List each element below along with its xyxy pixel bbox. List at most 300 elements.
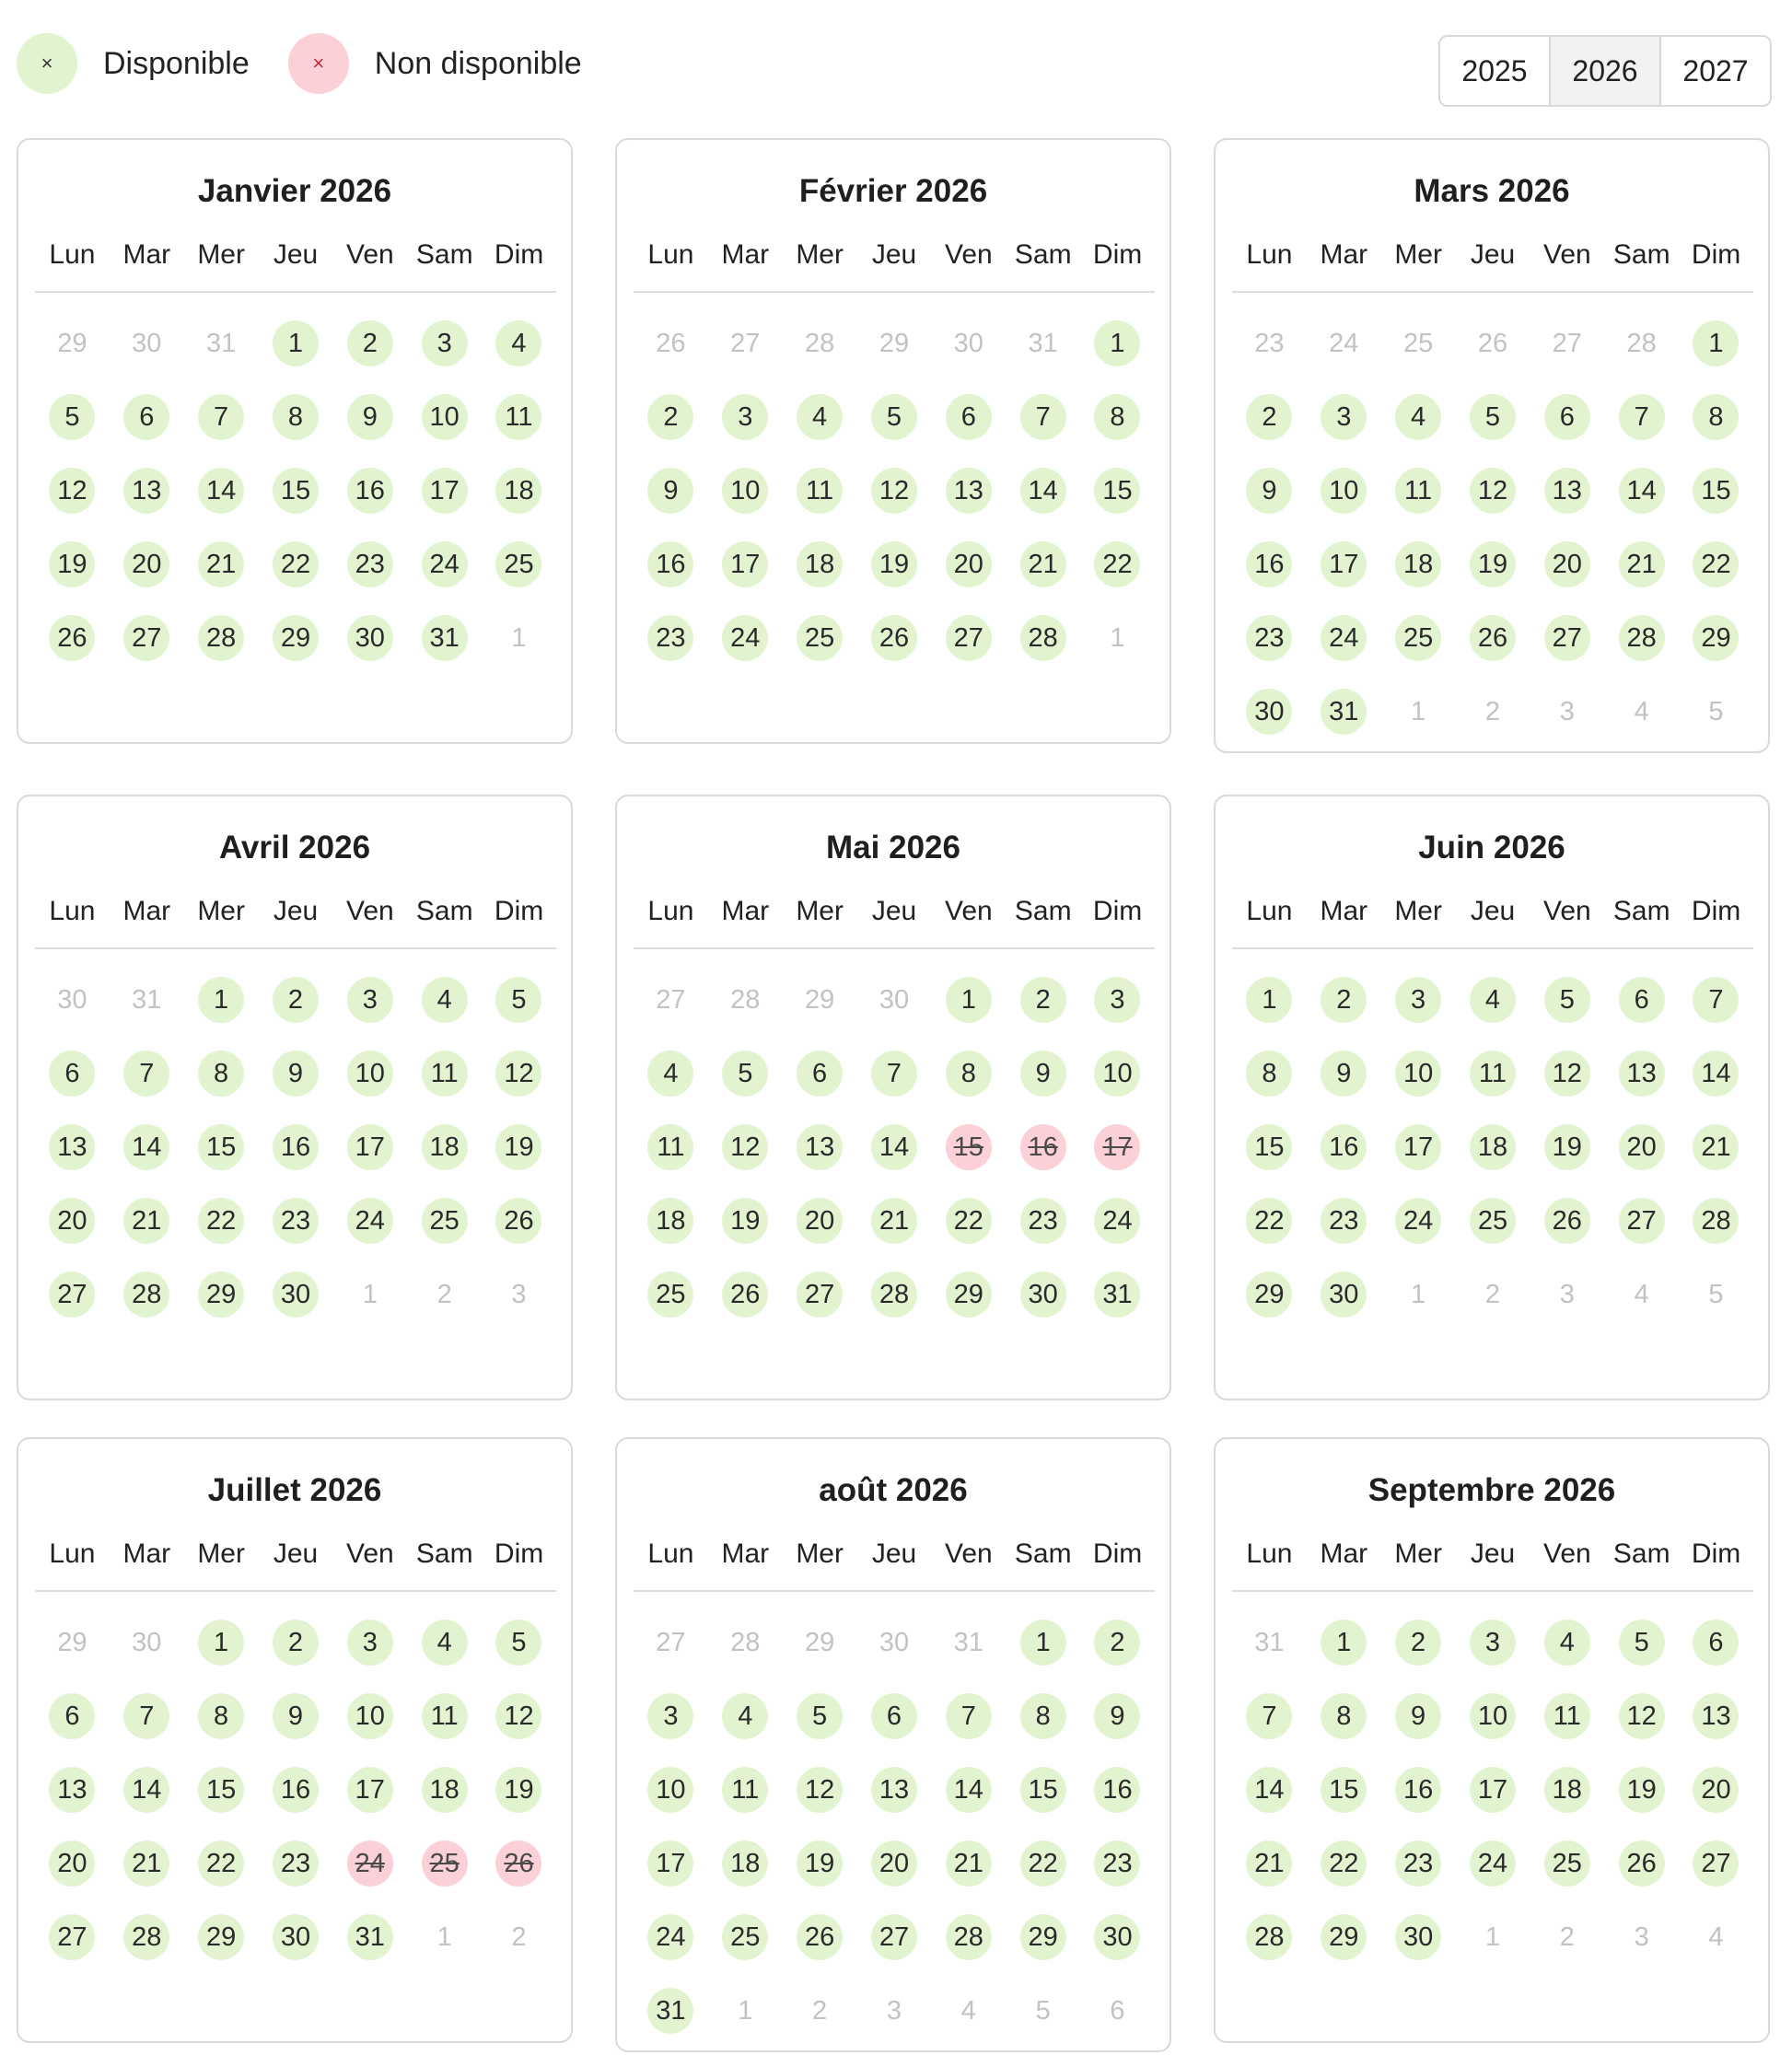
year-button-2026[interactable]: 2026: [1551, 37, 1661, 105]
day-available[interactable]: 11: [1544, 1693, 1590, 1739]
day-available[interactable]: 13: [49, 1767, 95, 1813]
outside-day: 4: [1634, 1279, 1649, 1309]
day-available[interactable]: 27: [1619, 1198, 1665, 1244]
day-available[interactable]: 2: [1246, 394, 1292, 440]
day-available[interactable]: 3: [647, 1693, 693, 1739]
day-available[interactable]: 28: [1020, 615, 1066, 661]
day-available[interactable]: 13: [1693, 1693, 1739, 1739]
weekday-label: Sam: [415, 239, 473, 270]
day-available[interactable]: 5: [1619, 1620, 1665, 1666]
day-available[interactable]: 1: [198, 977, 244, 1023]
day-unavailable: 17: [1094, 1124, 1140, 1170]
day-available[interactable]: 4: [495, 320, 541, 366]
day-available[interactable]: 29: [1020, 1914, 1066, 1960]
day-available[interactable]: 12: [797, 1767, 843, 1813]
outside-day: 27: [730, 328, 761, 358]
day-available[interactable]: 19: [871, 541, 917, 587]
day-available[interactable]: 6: [871, 1693, 917, 1739]
day-available[interactable]: 11: [797, 468, 843, 514]
day-available[interactable]: 16: [1246, 541, 1292, 587]
day-available[interactable]: 13: [1544, 468, 1590, 514]
day-available[interactable]: 1: [946, 977, 992, 1023]
day-available[interactable]: 29: [946, 1272, 992, 1318]
day-available[interactable]: 24: [1395, 1198, 1441, 1244]
day-available[interactable]: 6: [946, 394, 992, 440]
day-available[interactable]: 22: [1094, 541, 1140, 587]
available-close-icon: ×: [17, 33, 77, 94]
day-available[interactable]: 13: [49, 1124, 95, 1170]
outside-day: 31: [205, 328, 237, 358]
day-available[interactable]: 8: [273, 394, 319, 440]
day-available[interactable]: 13: [946, 468, 992, 514]
day-available[interactable]: 30: [1246, 689, 1292, 735]
day-available[interactable]: 19: [495, 1124, 541, 1170]
day-available[interactable]: 2: [1321, 977, 1367, 1023]
day-available[interactable]: 6: [1619, 977, 1665, 1023]
day-available[interactable]: 15: [1246, 1124, 1292, 1170]
day-available[interactable]: 4: [422, 977, 468, 1023]
day-available[interactable]: 3: [422, 320, 468, 366]
day-available[interactable]: 15: [1094, 468, 1140, 514]
day-available[interactable]: 24: [1321, 615, 1367, 661]
day-available[interactable]: 18: [495, 468, 541, 514]
day-available[interactable]: 22: [1020, 1841, 1066, 1887]
divider: [1232, 291, 1753, 293]
day-available[interactable]: 24: [1470, 1841, 1516, 1887]
day-available[interactable]: 23: [273, 1841, 319, 1887]
day-available[interactable]: 21: [871, 1198, 917, 1244]
day-available[interactable]: 13: [871, 1767, 917, 1813]
day-available[interactable]: 18: [1544, 1767, 1590, 1813]
day-available[interactable]: 15: [198, 1124, 244, 1170]
outside-day: 31: [953, 1627, 983, 1657]
day-available[interactable]: 14: [1020, 468, 1066, 514]
day-available[interactable]: 26: [49, 615, 95, 661]
day-available[interactable]: 20: [871, 1841, 917, 1887]
day-available[interactable]: 22: [946, 1198, 992, 1244]
day-available[interactable]: 26: [1544, 1198, 1590, 1244]
year-button-2025[interactable]: 2025: [1440, 37, 1551, 105]
day-available[interactable]: 21: [123, 1841, 169, 1887]
day-available[interactable]: 2: [647, 394, 693, 440]
day-available[interactable]: 9: [1395, 1693, 1441, 1739]
day-available[interactable]: 22: [273, 541, 319, 587]
day-available[interactable]: 11: [722, 1767, 768, 1813]
year-button-2027[interactable]: 2027: [1661, 37, 1770, 105]
day-available[interactable]: 3: [1470, 1620, 1516, 1666]
day-available[interactable]: 20: [1544, 541, 1590, 587]
day-available[interactable]: 28: [1693, 1198, 1739, 1244]
day-available[interactable]: 30: [1395, 1914, 1441, 1960]
day-available[interactable]: 14: [1246, 1767, 1292, 1813]
day-available[interactable]: 28: [123, 1914, 169, 1960]
day-available[interactable]: 14: [123, 1767, 169, 1813]
day-available[interactable]: 14: [871, 1124, 917, 1170]
day-available[interactable]: 12: [1619, 1693, 1665, 1739]
day-available[interactable]: 20: [49, 1841, 95, 1887]
day-unavailable: 25: [422, 1841, 468, 1887]
day-available[interactable]: 12: [722, 1124, 768, 1170]
day-available[interactable]: 17: [722, 541, 768, 587]
day-available[interactable]: 19: [722, 1198, 768, 1244]
day-available[interactable]: 23: [647, 615, 693, 661]
day-available[interactable]: 15: [273, 468, 319, 514]
day-available[interactable]: 1: [1094, 320, 1140, 366]
day-available[interactable]: 31: [347, 1914, 393, 1960]
day-available[interactable]: 19: [797, 1841, 843, 1887]
day-available[interactable]: 31: [647, 1988, 693, 2034]
day-available[interactable]: 20: [946, 541, 992, 587]
day-available[interactable]: 26: [1619, 1841, 1665, 1887]
day-available[interactable]: 16: [1094, 1767, 1140, 1813]
day-available[interactable]: 3: [1321, 394, 1367, 440]
day-available[interactable]: 30: [347, 615, 393, 661]
day-available[interactable]: 7: [1619, 394, 1665, 440]
day-available[interactable]: 8: [1094, 394, 1140, 440]
day-available[interactable]: 26: [1470, 615, 1516, 661]
day-available[interactable]: 13: [797, 1124, 843, 1170]
day-available[interactable]: 17: [1395, 1124, 1441, 1170]
day-available[interactable]: 26: [797, 1914, 843, 1960]
day-available[interactable]: 15: [1321, 1767, 1367, 1813]
day-available[interactable]: 11: [1470, 1051, 1516, 1097]
day-available[interactable]: 11: [647, 1124, 693, 1170]
day-available[interactable]: 14: [946, 1767, 992, 1813]
weekday-label: Mar: [721, 896, 770, 926]
day-available[interactable]: 29: [1321, 1914, 1367, 1960]
outside-day: 28: [730, 1627, 761, 1657]
day-available[interactable]: 5: [495, 1620, 541, 1666]
day-available[interactable]: 22: [198, 1841, 244, 1887]
day-available[interactable]: 12: [495, 1051, 541, 1097]
day-available[interactable]: 8: [1693, 394, 1739, 440]
day-available[interactable]: 22: [1246, 1198, 1292, 1244]
day-available[interactable]: 27: [49, 1272, 95, 1318]
day-available[interactable]: 6: [49, 1693, 95, 1739]
day-available[interactable]: 28: [871, 1272, 917, 1318]
day-available[interactable]: 7: [1693, 977, 1739, 1023]
day-available[interactable]: 12: [1544, 1051, 1590, 1097]
day-available[interactable]: 12: [495, 1693, 541, 1739]
day-available[interactable]: 20: [123, 541, 169, 587]
day-available[interactable]: 24: [422, 541, 468, 587]
month-calendar: [1214, 1437, 1770, 2043]
day-available[interactable]: 10: [1395, 1051, 1441, 1097]
day-available[interactable]: 18: [1395, 541, 1441, 587]
day-available[interactable]: 6: [123, 394, 169, 440]
day-available[interactable]: 24: [1094, 1198, 1140, 1244]
outside-day: 29: [879, 328, 910, 358]
day-available[interactable]: 25: [647, 1272, 693, 1318]
day-available[interactable]: 27: [1693, 1841, 1739, 1887]
day-available[interactable]: 25: [722, 1914, 768, 1960]
day-available[interactable]: 21: [1020, 541, 1066, 587]
day-available[interactable]: 15: [198, 1767, 244, 1813]
day-available[interactable]: 2: [1094, 1620, 1140, 1666]
day-available[interactable]: 19: [49, 541, 95, 587]
divider: [1232, 1590, 1753, 1592]
day-available[interactable]: 28: [123, 1272, 169, 1318]
day-available[interactable]: 18: [422, 1124, 468, 1170]
day-available[interactable]: 28: [1619, 615, 1665, 661]
day-available[interactable]: 14: [198, 468, 244, 514]
day-available[interactable]: 12: [49, 468, 95, 514]
day-available[interactable]: 7: [946, 1693, 992, 1739]
day-available[interactable]: 7: [198, 394, 244, 440]
day-available[interactable]: 1: [198, 1620, 244, 1666]
day-available[interactable]: 21: [1619, 541, 1665, 587]
day-available[interactable]: 9: [273, 1693, 319, 1739]
day-available[interactable]: 11: [422, 1051, 468, 1097]
day-available[interactable]: 27: [123, 615, 169, 661]
unavailable-close-icon: ×: [288, 33, 349, 94]
day-available[interactable]: 3: [1395, 977, 1441, 1023]
day-available[interactable]: 7: [123, 1693, 169, 1739]
day-available[interactable]: 3: [1094, 977, 1140, 1023]
day-available[interactable]: 17: [1321, 541, 1367, 587]
day-available[interactable]: 23: [347, 541, 393, 587]
day-available[interactable]: 10: [647, 1767, 693, 1813]
day-available[interactable]: 16: [647, 541, 693, 587]
day-available[interactable]: 10: [1470, 1693, 1516, 1739]
weekday-label: Lun: [49, 239, 96, 270]
day-available[interactable]: 15: [1693, 468, 1739, 514]
day-available[interactable]: 25: [1544, 1841, 1590, 1887]
day-available[interactable]: 13: [123, 468, 169, 514]
day-available[interactable]: 5: [1470, 394, 1516, 440]
day-available[interactable]: 2: [1020, 977, 1066, 1023]
day-available[interactable]: 17: [1470, 1767, 1516, 1813]
day-available[interactable]: 23: [1395, 1841, 1441, 1887]
day-available[interactable]: 16: [1395, 1767, 1441, 1813]
legend: [17, 33, 621, 94]
legend-available-label: Disponible: [103, 45, 250, 81]
day-available[interactable]: 4: [422, 1620, 468, 1666]
day-available[interactable]: 30: [1020, 1272, 1066, 1318]
day-available[interactable]: 25: [495, 541, 541, 587]
day-available[interactable]: 10: [422, 394, 468, 440]
day-available[interactable]: 25: [797, 615, 843, 661]
day-available[interactable]: 23: [1321, 1198, 1367, 1244]
day-available[interactable]: 8: [198, 1693, 244, 1739]
day-available[interactable]: 15: [1020, 1767, 1066, 1813]
weekday-label: Sam: [1014, 896, 1072, 926]
day-available[interactable]: 8: [1246, 1051, 1292, 1097]
day-available[interactable]: 28: [1246, 1914, 1292, 1960]
day-available[interactable]: 17: [647, 1841, 693, 1887]
day-available[interactable]: 22: [1321, 1841, 1367, 1887]
day-available[interactable]: 27: [946, 615, 992, 661]
day-available[interactable]: 11: [1395, 468, 1441, 514]
day-available[interactable]: 23: [1246, 615, 1292, 661]
day-available[interactable]: 8: [198, 1051, 244, 1097]
day-available[interactable]: 11: [422, 1693, 468, 1739]
day-available[interactable]: 14: [123, 1124, 169, 1170]
day-available[interactable]: 31: [1094, 1272, 1140, 1318]
day-available[interactable]: 10: [347, 1051, 393, 1097]
day-available[interactable]: 5: [722, 1051, 768, 1097]
day-available[interactable]: 20: [49, 1198, 95, 1244]
day-available[interactable]: 17: [347, 1767, 393, 1813]
day-available[interactable]: 23: [1094, 1841, 1140, 1887]
day-available[interactable]: 9: [1246, 468, 1292, 514]
day-available[interactable]: 1: [273, 320, 319, 366]
day-available[interactable]: 16: [273, 1124, 319, 1170]
day-available[interactable]: 29: [1246, 1272, 1292, 1318]
day-available[interactable]: 13: [1619, 1051, 1665, 1097]
day-available[interactable]: 25: [1395, 615, 1441, 661]
day-available[interactable]: 6: [1693, 1620, 1739, 1666]
day-available[interactable]: 3: [347, 1620, 393, 1666]
day-available[interactable]: 21: [198, 541, 244, 587]
day-available[interactable]: 9: [1020, 1051, 1066, 1097]
day-available[interactable]: 9: [347, 394, 393, 440]
day-available[interactable]: 5: [495, 977, 541, 1023]
day-available[interactable]: 7: [1246, 1693, 1292, 1739]
day-available[interactable]: 10: [1094, 1051, 1140, 1097]
day-available[interactable]: 30: [273, 1272, 319, 1318]
day-available[interactable]: 6: [49, 1051, 95, 1097]
day-available[interactable]: 29: [198, 1272, 244, 1318]
day-available[interactable]: 4: [647, 1051, 693, 1097]
day-available[interactable]: 9: [1094, 1693, 1140, 1739]
outside-day: 30: [879, 984, 910, 1015]
day-available[interactable]: 22: [198, 1198, 244, 1244]
day-available[interactable]: 21: [1246, 1841, 1292, 1887]
day-available[interactable]: 27: [1544, 615, 1590, 661]
day-available[interactable]: 16: [1321, 1124, 1367, 1170]
day-available[interactable]: 6: [797, 1051, 843, 1097]
day-available[interactable]: 12: [1470, 468, 1516, 514]
weekday-label: Mar: [1320, 1539, 1368, 1569]
day-available[interactable]: 8: [946, 1051, 992, 1097]
day-available[interactable]: 12: [871, 468, 917, 514]
day-available[interactable]: 20: [1693, 1767, 1739, 1813]
day-available[interactable]: 14: [1619, 468, 1665, 514]
divider: [634, 1590, 1155, 1592]
day-available[interactable]: 19: [1544, 1124, 1590, 1170]
day-available[interactable]: 27: [797, 1272, 843, 1318]
day-available[interactable]: 30: [1321, 1272, 1367, 1318]
day-available[interactable]: 7: [1020, 394, 1066, 440]
day-available[interactable]: 27: [871, 1914, 917, 1960]
day-available[interactable]: 29: [273, 615, 319, 661]
day-available[interactable]: 1: [1246, 977, 1292, 1023]
day-available[interactable]: 18: [422, 1767, 468, 1813]
day-available[interactable]: 4: [797, 394, 843, 440]
day-available[interactable]: 17: [422, 468, 468, 514]
day-available[interactable]: 18: [1470, 1124, 1516, 1170]
days-grid: [35, 1606, 556, 1974]
day-available[interactable]: 9: [647, 468, 693, 514]
outside-day: 29: [804, 1627, 835, 1657]
day-available[interactable]: 9: [273, 1051, 319, 1097]
day-available[interactable]: 22: [1693, 541, 1739, 587]
day-available[interactable]: 2: [273, 977, 319, 1023]
weekday-label: Mer: [1394, 239, 1442, 270]
day-available[interactable]: 16: [273, 1767, 319, 1813]
day-available[interactable]: 5: [49, 394, 95, 440]
day-available[interactable]: 8: [1020, 1693, 1066, 1739]
day-available[interactable]: 24: [647, 1914, 693, 1960]
day-available[interactable]: 30: [273, 1914, 319, 1960]
day-available[interactable]: 7: [123, 1051, 169, 1097]
day-available[interactable]: 20: [1619, 1124, 1665, 1170]
day-available[interactable]: 31: [422, 615, 468, 661]
day-available[interactable]: 26: [722, 1272, 768, 1318]
outside-day: 1: [511, 622, 527, 653]
day-available[interactable]: 28: [198, 615, 244, 661]
day-available[interactable]: 25: [422, 1198, 468, 1244]
day-available[interactable]: 14: [1693, 1051, 1739, 1097]
day-available[interactable]: 26: [871, 615, 917, 661]
day-available[interactable]: 24: [347, 1198, 393, 1244]
day-available[interactable]: 9: [1321, 1051, 1367, 1097]
day-available[interactable]: 3: [722, 394, 768, 440]
weekday-label: Mer: [1394, 1539, 1442, 1569]
day-available[interactable]: 4: [1544, 1620, 1590, 1666]
day-available[interactable]: 18: [647, 1198, 693, 1244]
day-available[interactable]: 7: [871, 1051, 917, 1097]
day-available[interactable]: 10: [722, 468, 768, 514]
day-available[interactable]: 23: [1020, 1198, 1066, 1244]
day-available[interactable]: 5: [797, 1693, 843, 1739]
day-available[interactable]: 26: [495, 1198, 541, 1244]
day-available[interactable]: 17: [347, 1124, 393, 1170]
day-available[interactable]: 25: [1470, 1198, 1516, 1244]
day-available[interactable]: 6: [1544, 394, 1590, 440]
day-available[interactable]: 21: [946, 1841, 992, 1887]
day-available[interactable]: 24: [722, 615, 768, 661]
day-available[interactable]: 2: [347, 320, 393, 366]
day-available[interactable]: 4: [722, 1693, 768, 1739]
day-available[interactable]: 16: [347, 468, 393, 514]
day-available[interactable]: 19: [495, 1767, 541, 1813]
day-available[interactable]: 11: [495, 394, 541, 440]
day-available[interactable]: 20: [797, 1198, 843, 1244]
day-available[interactable]: 21: [123, 1198, 169, 1244]
day-available[interactable]: 18: [722, 1841, 768, 1887]
day-available[interactable]: 30: [1094, 1914, 1140, 1960]
day-available[interactable]: 10: [1321, 468, 1367, 514]
day-available[interactable]: 3: [347, 977, 393, 1023]
day-available[interactable]: 18: [797, 541, 843, 587]
day-available[interactable]: 5: [871, 394, 917, 440]
day-available[interactable]: 8: [1321, 1693, 1367, 1739]
weekday-label: Mar: [122, 1539, 171, 1569]
day-available[interactable]: 28: [946, 1914, 992, 1960]
weekday-label: Dim: [1691, 1539, 1741, 1569]
day-available[interactable]: 1: [1020, 1620, 1066, 1666]
day-available[interactable]: 2: [273, 1620, 319, 1666]
day-available[interactable]: 4: [1470, 977, 1516, 1023]
day-available[interactable]: 1: [1693, 320, 1739, 366]
day-available[interactable]: 29: [198, 1914, 244, 1960]
day-available[interactable]: 1: [1321, 1620, 1367, 1666]
day-available[interactable]: 21: [1693, 1124, 1739, 1170]
day-available[interactable]: 29: [1693, 615, 1739, 661]
day-available[interactable]: 10: [347, 1693, 393, 1739]
day-available[interactable]: 5: [1544, 977, 1590, 1023]
day-available[interactable]: 19: [1619, 1767, 1665, 1813]
day-available[interactable]: 2: [1395, 1620, 1441, 1666]
day-available[interactable]: 23: [273, 1198, 319, 1244]
day-available[interactable]: 19: [1470, 541, 1516, 587]
day-available[interactable]: 4: [1395, 394, 1441, 440]
day-available[interactable]: 31: [1321, 689, 1367, 735]
day-available[interactable]: 27: [49, 1914, 95, 1960]
day-unavailable: 24: [347, 1841, 393, 1887]
